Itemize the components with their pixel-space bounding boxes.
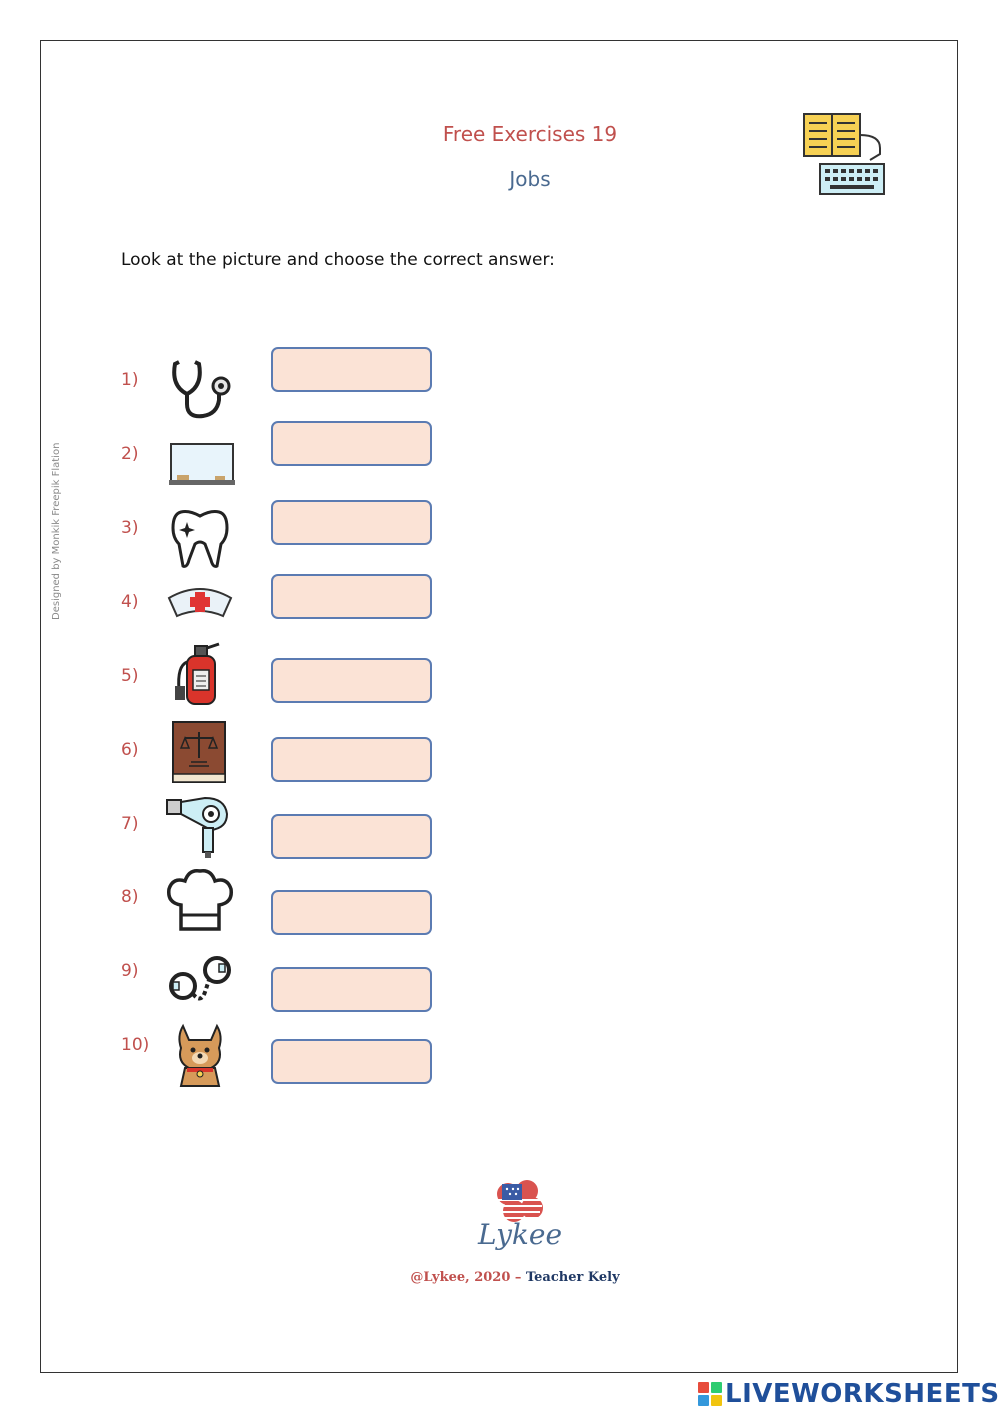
- law-book-icon: [165, 718, 235, 784]
- liveworksheets-grid-icon: [698, 1382, 722, 1406]
- answer-input[interactable]: [271, 500, 432, 545]
- item-number: 10): [121, 1035, 150, 1055]
- side-credit: Designed by Monkik Freepik Flation: [51, 442, 62, 620]
- item-number: 2): [121, 444, 139, 464]
- item-number: 6): [121, 740, 139, 760]
- lykee-logo-icon: [494, 1180, 544, 1222]
- stethoscope-icon: [165, 356, 235, 422]
- item-number: 8): [121, 887, 139, 907]
- liveworksheets-label: LIVEWORKSHEETS: [725, 1379, 1000, 1409]
- hair-dryer-icon: [165, 794, 235, 860]
- page-title: Free Exercises 19: [442, 122, 618, 146]
- copyright-teacher: Teacher Kely: [525, 1270, 620, 1285]
- brand-name: Lykee: [477, 1218, 563, 1251]
- item-number: 5): [121, 666, 139, 686]
- answer-input[interactable]: [271, 737, 432, 782]
- page-border: [40, 40, 958, 1373]
- chef-hat-icon: [165, 867, 235, 933]
- item-number: 1): [121, 370, 139, 390]
- tooth-icon: [165, 504, 235, 570]
- copyright-owner: @Lykee, 2020 –: [410, 1270, 526, 1285]
- item-number: 9): [121, 961, 139, 981]
- answer-input[interactable]: [271, 658, 432, 703]
- copyright: [380, 1270, 650, 1285]
- liveworksheets-logo[interactable]: [698, 1378, 1000, 1410]
- answer-input[interactable]: [271, 347, 432, 392]
- answer-input[interactable]: [271, 967, 432, 1012]
- book-keyboard-icon: [800, 110, 890, 200]
- item-number: 4): [121, 592, 139, 612]
- answer-input[interactable]: [271, 1039, 432, 1084]
- answer-input[interactable]: [271, 890, 432, 935]
- answer-input[interactable]: [271, 574, 432, 619]
- dog-icon: [165, 1022, 235, 1088]
- fire-extinguisher-icon: [165, 640, 235, 706]
- item-number: 3): [121, 518, 139, 538]
- handcuffs-icon: [165, 950, 235, 1016]
- instructions: Look at the picture and choose the correct answer:: [121, 250, 555, 270]
- whiteboard-icon: [165, 430, 235, 496]
- item-number: 7): [121, 814, 139, 834]
- answer-input[interactable]: [271, 421, 432, 466]
- answer-input[interactable]: [271, 814, 432, 859]
- nurse-cap-icon: [165, 576, 235, 642]
- page-subtitle: Jobs: [509, 167, 551, 191]
